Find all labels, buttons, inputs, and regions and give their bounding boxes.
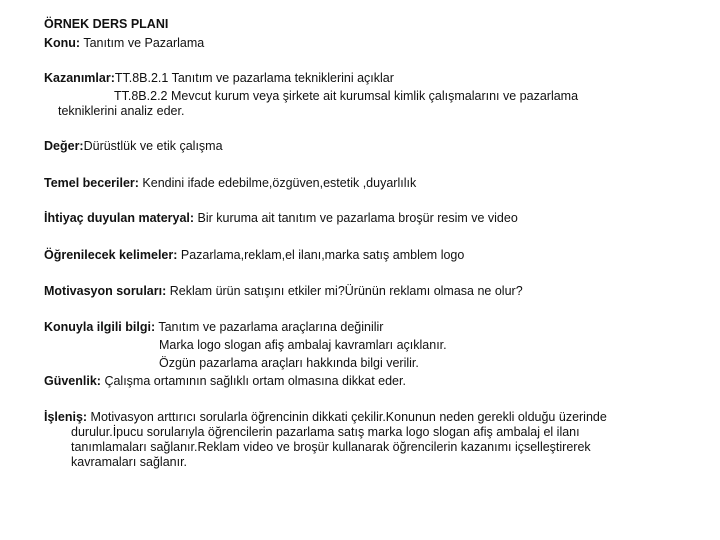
kelimeler-line bbox=[44, 248, 464, 263]
temel-beceriler-line bbox=[44, 176, 416, 191]
guvenlik-line bbox=[44, 374, 406, 389]
materyal-label: İhtiyaç duyulan materyal: bbox=[44, 211, 195, 225]
guvenlik-label: Güvenlik: bbox=[44, 374, 101, 388]
motivasyon-label: Motivasyon soruları: bbox=[44, 284, 167, 298]
konuyla-item-3: Özgün pazarlama araçları hakkında bilgi verilir. bbox=[159, 356, 419, 370]
konuyla-line-1 bbox=[44, 320, 383, 335]
guvenlik-value: Çalışma ortamının sağlıklı ortam olmasına dikkat eder. bbox=[100, 374, 406, 388]
konu-line bbox=[44, 36, 204, 51]
konuyla-item-2: Marka logo slogan afiş ambalaj kavramları açıklanır. bbox=[159, 338, 447, 352]
materyal-value: Bir kuruma ait tanıtım ve pazarlama broşür resim ve video bbox=[194, 211, 518, 225]
isleyis-text-1: Motivasyon arttırıcı sorularla öğrencinin dikkati çekilir.Konunun neden gerekli olduğu üzerinde bbox=[87, 410, 607, 424]
kazanimlar-label: Kazanımlar: bbox=[44, 71, 115, 85]
temel-beceriler-value: Kendini ifade edebilme,özgüven,estetik ,duyarlılık bbox=[138, 176, 417, 190]
konuyla-label: Konuyla ilgili bilgi: bbox=[44, 320, 156, 334]
konu-label: Konu: bbox=[44, 36, 81, 50]
materyal-line bbox=[44, 211, 518, 226]
deger-value: Dürüstlük ve etik çalışma bbox=[83, 139, 223, 153]
deger-label: Değer: bbox=[44, 139, 84, 153]
isleyis-label: İşleniş: bbox=[44, 410, 88, 424]
kazanimlar-item-1: TT.8B.2.1 Tanıtım ve pazarlama tekniklerini açıklar bbox=[114, 71, 394, 85]
doc-title: ÖRNEK DERS PLANI bbox=[44, 17, 169, 31]
konu-value: Tanıtım ve Pazarlama bbox=[80, 36, 205, 50]
deger-line bbox=[44, 139, 223, 154]
konuyla-item-1: Tanıtım ve pazarlama araçlarına değinilir bbox=[155, 320, 384, 334]
temel-beceriler-label: Temel beceriler: bbox=[44, 176, 139, 190]
motivasyon-line bbox=[44, 284, 523, 299]
motivasyon-value: Reklam ürün satışını etkiler mi?Ürünün reklamı olmasa ne olur? bbox=[166, 284, 523, 298]
kazanimlar-item-2-cont: tekniklerini analiz eder. bbox=[58, 104, 185, 118]
isleyis-text-4: kavramaları sağlanır. bbox=[71, 455, 188, 469]
isleyis-text-2: durulur.İpucu sorularıyla öğrencilerin pazarlama satış marka logo slogan afiş ambalaj el ilanı bbox=[71, 425, 580, 439]
kelimeler-value: Pazarlama,reklam,el ilanı,marka satış amblem logo bbox=[177, 248, 465, 262]
isleyis-line-1 bbox=[44, 410, 607, 425]
kazanimlar-line-1 bbox=[44, 71, 394, 86]
isleyis-text-3: tanımlamaları sağlanır.Reklam video ve broşür kullanarak öğrencilerin kazanımı içselleştirerek bbox=[71, 440, 591, 454]
kazanimlar-item-2: TT.8B.2.2 Mevcut kurum veya şirkete ait kurumsal kimlik çalışmalarını ve pazarlama bbox=[114, 89, 579, 103]
kelimeler-label: Öğrenilecek kelimeler: bbox=[44, 248, 178, 262]
